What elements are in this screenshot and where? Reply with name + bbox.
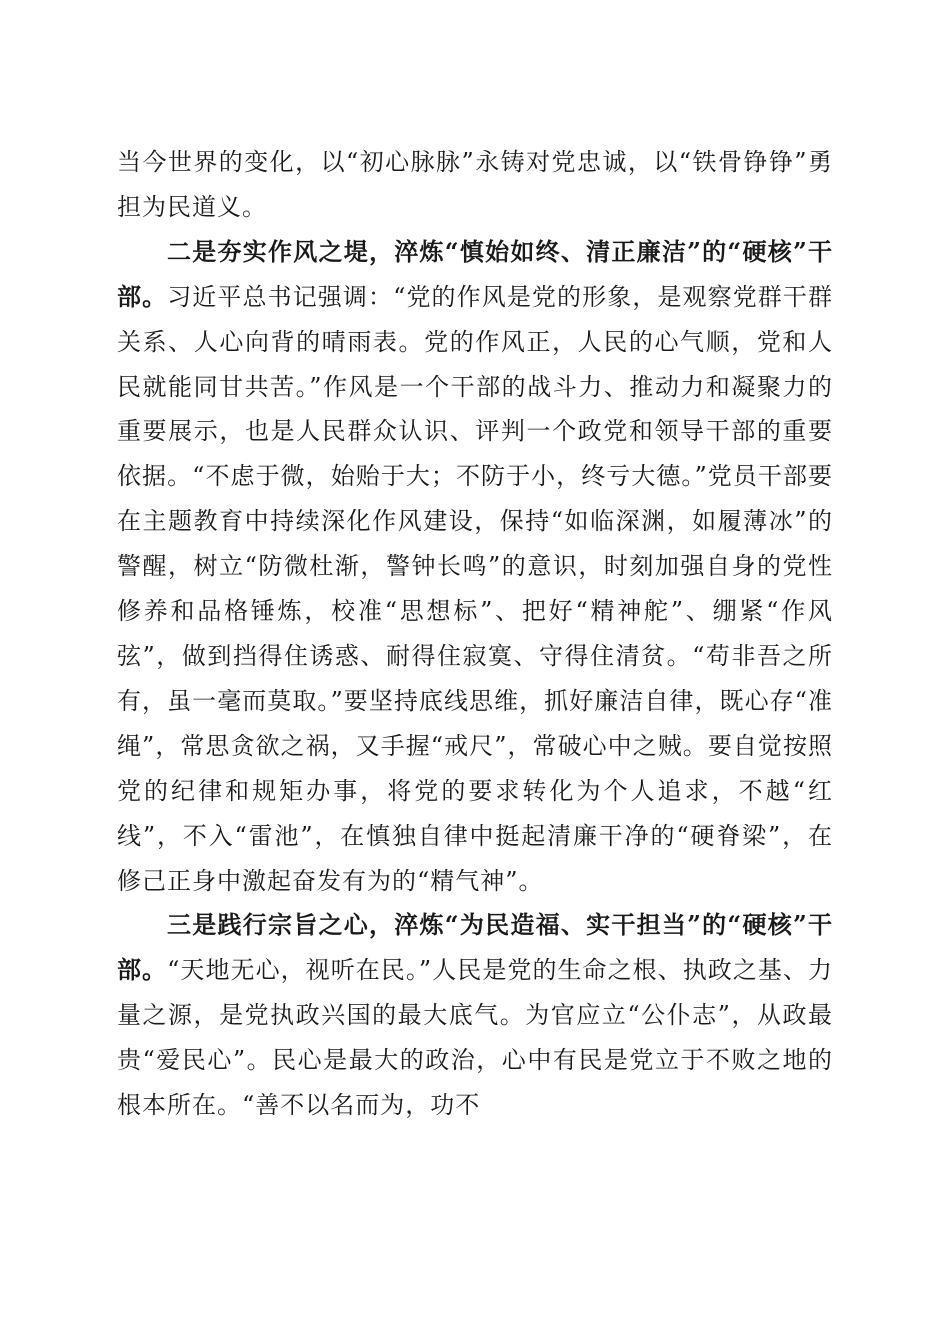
paragraph-lead: 三是践行宗旨之心，淬炼“为民造福、实干担当”的“硬核”干部。: [117, 910, 833, 985]
paragraph-text: 当今世界的变化，以“初心脉脉”永铸对党忠诚，以“铁骨铮铮”勇担为民道义。: [117, 148, 833, 221]
paragraph-section-three: [117, 903, 833, 1128]
document-body: [117, 140, 833, 1128]
paragraph-text: “天地无心，视听在民。”人民是党的生命之根、执政之基、力量之源，是党执政兴国的最大底气。为官应立“公仆志”，从政最贵“爱民心”。民心是最大的政治，心中有民是党立于不败之地的根本所在。“善不以名而为，功不: [117, 956, 833, 1120]
paragraph-continuation: [117, 140, 833, 230]
paragraph-text: 习近平总书记强调：“党的作风是党的形象，是观察党群干群关系、人心向背的晴雨表。党的作风正，人民的心气顺，党和人民就能同甘共苦。”作风是一个干部的战斗力、推动力和凝聚力的重要展示，也是人民群众认识、评判一个政党和领导干部的重要依据。“不虑于微，始贻于大；不防于小，终亏大德。”党员干部要在主题教育中持续深化作风建设，保持“如临深渊，如履薄冰”的警醒，树立“防微杜渐，警钟长鸣”的意识，时刻加强自身的党性修养和品格锤炼，校准“思想标”、把好“精神舵”、绷紧“作风弦”，做到挡得住诱惑、耐得住寂寞、守得住清贫。“苟非吾之所有，虽一毫而莫取。”要坚持底线思维，抓好廉洁自律，既心存“准绳”，常思贪欲之祸，又手握“戒尺”，常破心中之贼。要自觉按照党的纪律和规矩办事，将党的要求转化为个人追求，不越“红线”，不入“雷池”，在慎独自律中挺起清廉干净的“硬脊梁”，在修己正身中激起奋发有为的“精气神”。: [117, 282, 833, 895]
paragraph-lead: 二是夯实作风之堤，淬炼“慎始如终、清正廉洁”的“硬核”干部。: [117, 236, 833, 311]
paragraph-section-two: [117, 230, 833, 904]
